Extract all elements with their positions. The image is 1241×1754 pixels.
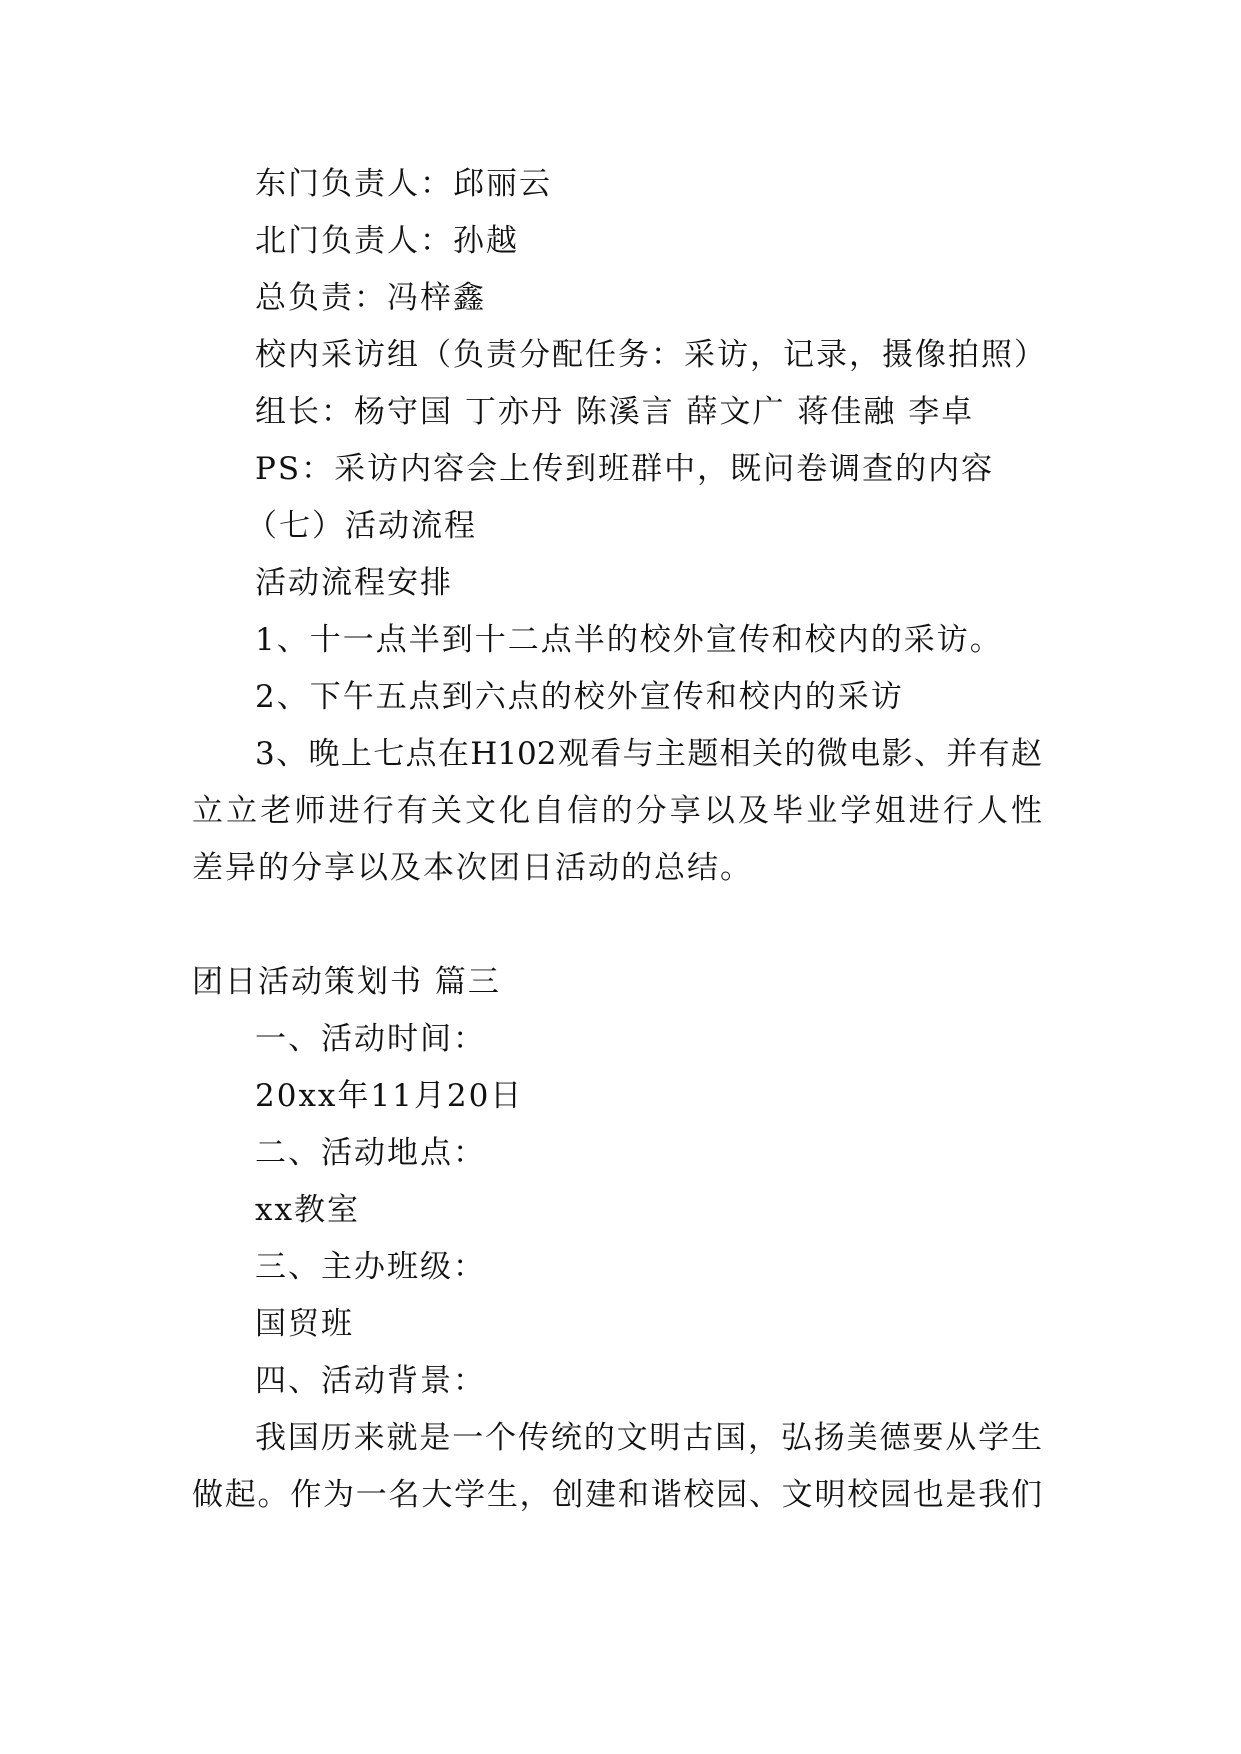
- activity-location-heading: 二、活动地点：: [255, 1135, 486, 1171]
- process-item-2: 2、下午五点到六点的校外宣传和校内的采访: [255, 679, 904, 715]
- organizer-value: 国贸班: [255, 1306, 354, 1342]
- process-arrangement-heading: 活动流程安排: [255, 565, 453, 601]
- organizer-heading: 三、主办班级：: [255, 1249, 486, 1285]
- plan-title-part-three: 团日活动策划书 篇三: [192, 964, 501, 1000]
- activity-time-heading: 一、活动时间：: [255, 1021, 486, 1057]
- process-item-3-line-2: 立立老师进行有关文化自信的分享以及毕业学姐进行人性: [192, 793, 1042, 829]
- activity-time-value: 20xx年11月20日: [255, 1078, 524, 1114]
- east-gate-leader: 东门负责人：邱丽云: [255, 166, 552, 202]
- process-item-1: 1、十一点半到十二点半的校外宣传和校内的采访。: [255, 622, 1003, 658]
- background-line-1: 我国历来就是一个传统的文明古国，弘扬美德要从学生: [255, 1420, 1042, 1456]
- group-leaders: 组长：杨守国 丁亦丹 陈溪言 薛文广 蒋佳融 李卓: [255, 394, 975, 430]
- background-line-2: 做起。作为一名大学生，创建和谐校园、文明校园也是我们: [192, 1477, 1042, 1513]
- process-item-3-line-3: 差异的分享以及本次团日活动的总结。: [192, 850, 753, 886]
- interview-group-heading: 校内采访组（负责分配任务：采访，记录，摄像拍照）: [255, 337, 1047, 373]
- overall-leader: 总负责：冯梓鑫: [255, 280, 486, 316]
- ps-note: PS：采访内容会上传到班群中，既问卷调查的内容: [255, 451, 995, 487]
- process-item-3-line-1: 3、晚上七点在H102观看与主题相关的微电影、并有赵: [255, 736, 1042, 772]
- north-gate-leader: 北门负责人：孙越: [255, 223, 519, 259]
- section-heading-process: （七）活动流程: [246, 508, 477, 544]
- background-heading: 四、活动背景：: [255, 1363, 486, 1399]
- activity-location-value: xx教室: [255, 1192, 360, 1228]
